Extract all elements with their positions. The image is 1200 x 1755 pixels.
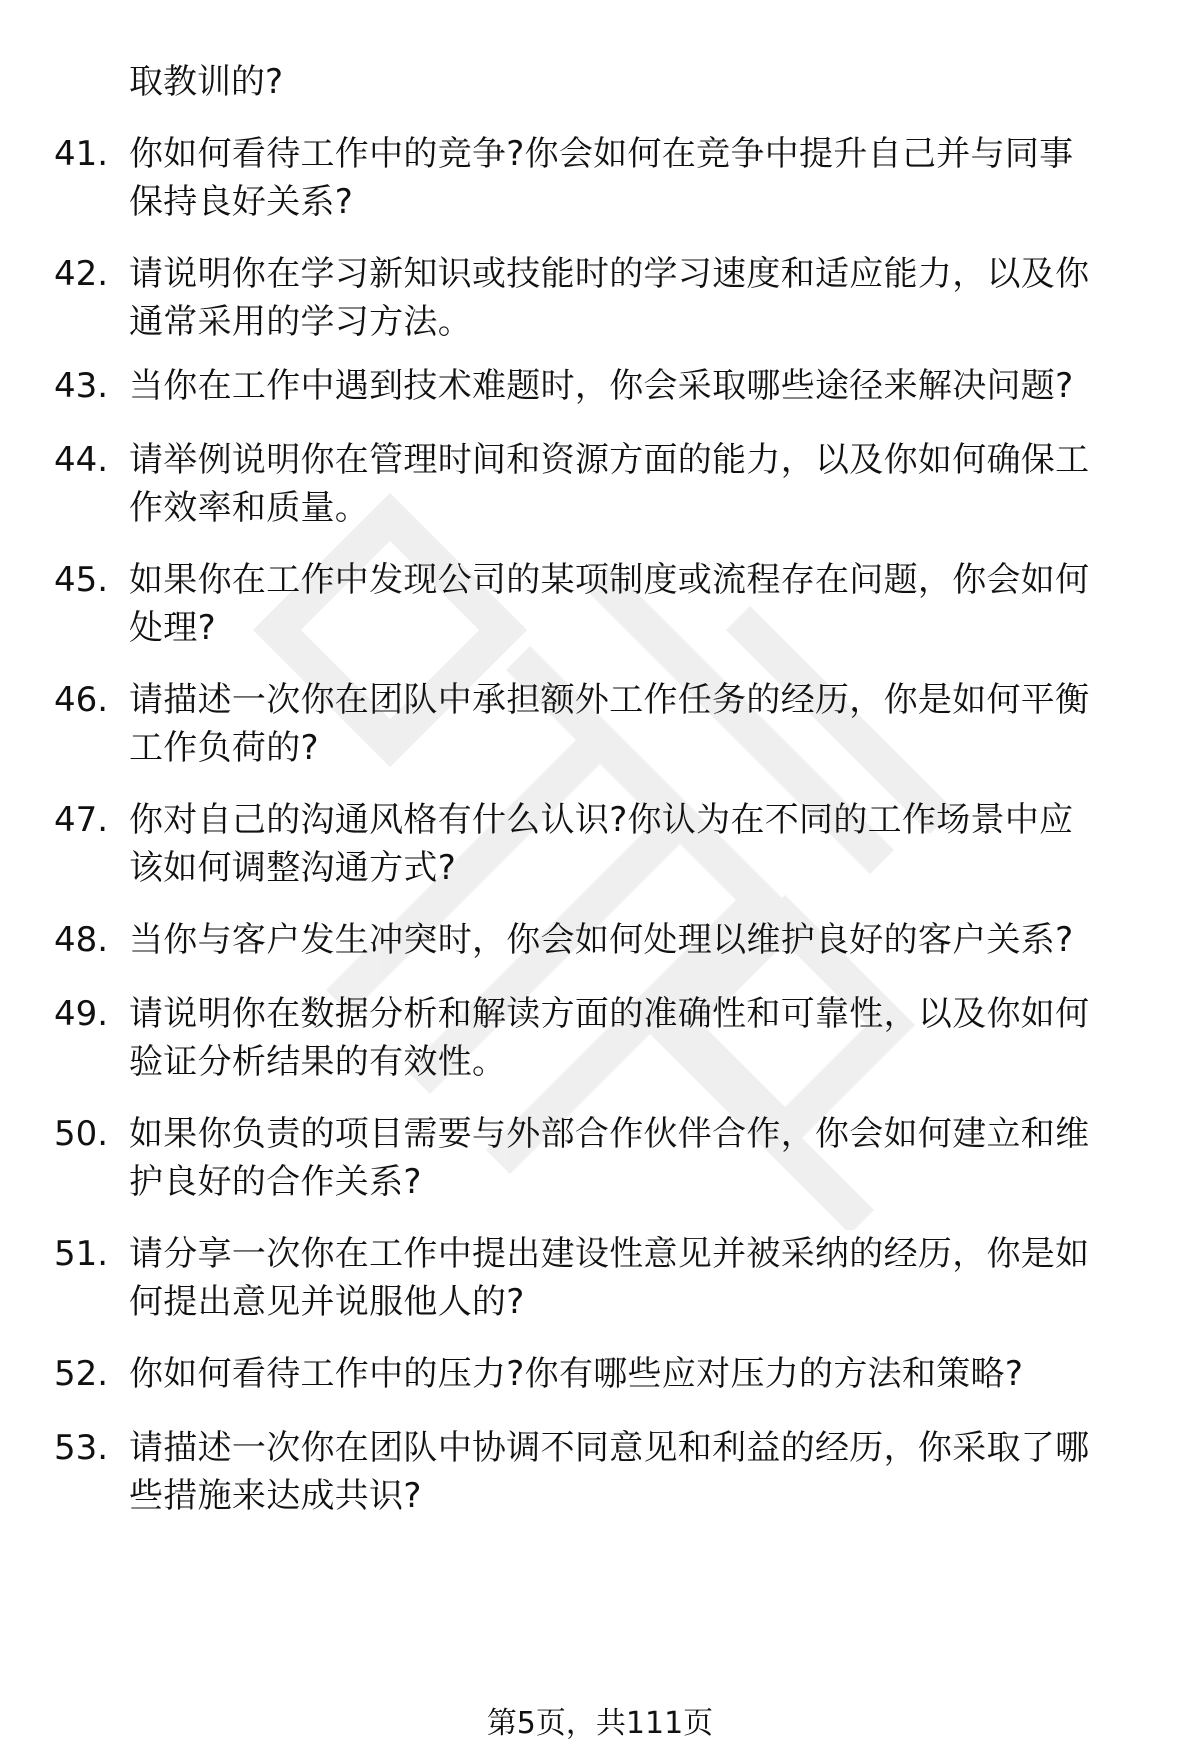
question-line: 些措施来达成共识? xyxy=(129,1476,422,1516)
question-text xyxy=(129,362,1139,410)
question-line: 保持良好关系? xyxy=(129,182,354,222)
question-number: 46. xyxy=(54,680,109,720)
question-text xyxy=(129,796,1139,892)
question-number: 45. xyxy=(54,560,109,600)
question-number: 43. xyxy=(54,366,109,406)
question-number: 49. xyxy=(54,994,109,1034)
question-line: 处理? xyxy=(129,608,216,648)
question-number: 51. xyxy=(54,1234,109,1274)
question-number: 41. xyxy=(54,134,109,174)
question-line: 请说明你在数据分析和解读方面的准确性和可靠性，以及你如何 xyxy=(129,994,1090,1034)
question-line: 你对自己的沟通风格有什么认识?你认为在不同的工作场景中应 xyxy=(129,800,1074,840)
question-number: 42. xyxy=(54,254,109,294)
question-line: 通常采用的学习方法。 xyxy=(129,302,472,342)
question-text xyxy=(129,556,1139,652)
continuation-text: 取教训的? xyxy=(129,62,284,102)
question-line: 请分享一次你在工作中提出建设性意见并被采纳的经历，你是如 xyxy=(129,1234,1090,1274)
question-line: 工作负荷的? xyxy=(129,728,319,768)
question-text xyxy=(129,1424,1139,1520)
question-number: 47. xyxy=(54,800,109,840)
question-line: 如果你在工作中发现公司的某项制度或流程存在问题，你会如何 xyxy=(129,560,1090,600)
question-line: 何提出意见并说服他人的? xyxy=(129,1282,525,1322)
question-text xyxy=(129,676,1139,772)
question-number: 50. xyxy=(54,1114,109,1154)
question-line: 当你与客户发生冲突时，你会如何处理以维护良好的客户关系? xyxy=(129,920,1074,960)
question-line: 验证分析结果的有效性。 xyxy=(129,1042,507,1082)
question-text xyxy=(129,1110,1139,1206)
question-text xyxy=(129,250,1139,346)
question-text xyxy=(129,916,1139,964)
question-line: 你如何看待工作中的压力?你有哪些应对压力的方法和策略? xyxy=(129,1354,1024,1394)
question-line: 如果你负责的项目需要与外部合作伙伴合作，你会如何建立和维 xyxy=(129,1114,1090,1154)
question-number: 44. xyxy=(54,440,109,480)
question-text xyxy=(129,130,1139,226)
question-line: 请举例说明你在管理时间和资源方面的能力，以及你如何确保工 xyxy=(129,440,1090,480)
question-line: 该如何调整沟通方式? xyxy=(129,848,457,888)
question-line: 你如何看待工作中的竞争?你会如何在竞争中提升自己并与同事 xyxy=(129,134,1074,174)
question-text xyxy=(129,990,1139,1086)
question-line: 请描述一次你在团队中承担额外工作任务的经历，你是如何平衡 xyxy=(129,680,1090,720)
question-number: 48. xyxy=(54,920,109,960)
question-text xyxy=(129,436,1139,532)
page-footer: 第5页，共111页 xyxy=(486,1706,714,1741)
question-line: 护良好的合作关系? xyxy=(129,1162,422,1202)
question-number: 53. xyxy=(54,1428,109,1468)
question-line: 请说明你在学习新知识或技能时的学习速度和适应能力，以及你 xyxy=(129,254,1090,294)
question-text xyxy=(129,1350,1139,1398)
question-line: 作效率和质量。 xyxy=(129,488,370,528)
question-text xyxy=(129,1230,1139,1326)
question-line: 请描述一次你在团队中协调不同意见和利益的经历，你采取了哪 xyxy=(129,1428,1090,1468)
question-line: 当你在工作中遇到技术难题时，你会采取哪些途径来解决问题? xyxy=(129,366,1074,406)
question-number: 52. xyxy=(54,1354,109,1394)
